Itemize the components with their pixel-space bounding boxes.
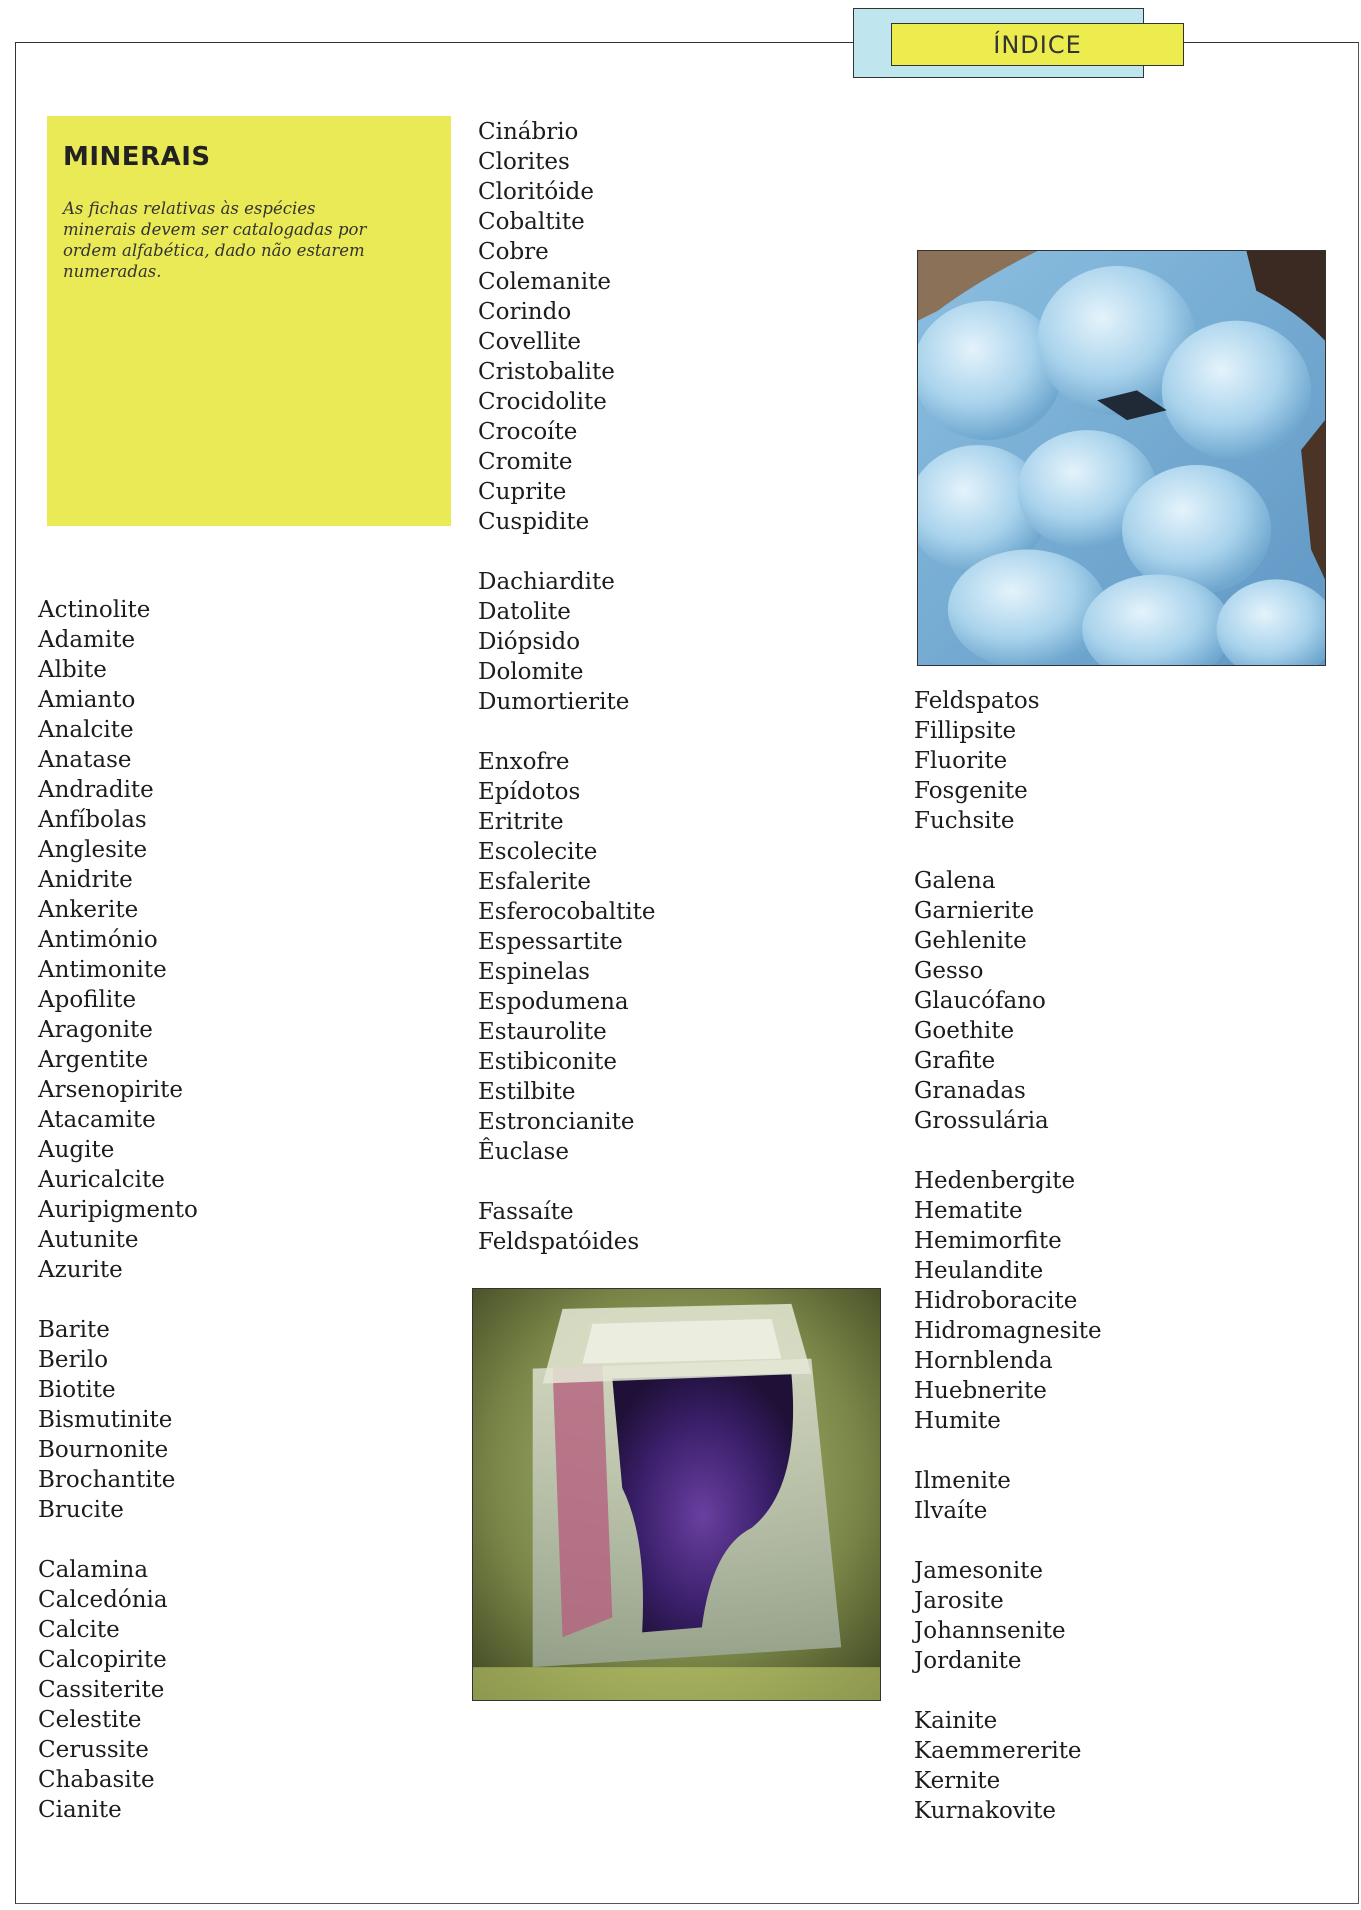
section-title: MINERAIS bbox=[63, 142, 211, 172]
index-entry: Fassaíte bbox=[478, 1199, 574, 1225]
index-entry: Celestite bbox=[38, 1707, 142, 1733]
index-entry: Ilmenite bbox=[914, 1468, 1011, 1494]
index-entry: Gesso bbox=[914, 958, 984, 984]
index-entry: Chabasite bbox=[38, 1767, 155, 1793]
index-entry: Cassiterite bbox=[38, 1677, 165, 1703]
index-entry: Esfalerite bbox=[478, 869, 591, 895]
group-spacer bbox=[914, 1136, 1102, 1166]
index-entry: Esferocobaltite bbox=[478, 899, 656, 925]
blue-mineral-photo bbox=[917, 250, 1326, 666]
index-entry: Azurite bbox=[38, 1257, 123, 1283]
index-entry: Antimónio bbox=[38, 927, 158, 953]
index-entry: Jamesonite bbox=[914, 1558, 1044, 1584]
index-entry: Atacamite bbox=[38, 1107, 156, 1133]
index-entry: Crocoíte bbox=[478, 419, 578, 445]
index-entry: Huebnerite bbox=[914, 1378, 1047, 1404]
index-entry: Cuspidite bbox=[478, 509, 590, 535]
index-entry: Fillipsite bbox=[914, 718, 1017, 744]
index-entry: Apofilite bbox=[38, 987, 137, 1013]
index-entry: Calamina bbox=[38, 1557, 149, 1583]
index-entry: Estibiconite bbox=[478, 1049, 618, 1075]
index-entry: Hedenbergite bbox=[914, 1168, 1076, 1194]
index-entry: Antimonite bbox=[38, 957, 167, 983]
index-entry: Espodumena bbox=[478, 989, 629, 1015]
group-spacer bbox=[914, 836, 1102, 866]
index-entry: Kaemmererite bbox=[914, 1738, 1082, 1764]
index-entry: Johannsenite bbox=[914, 1618, 1066, 1644]
index-entry: Epídotos bbox=[478, 779, 581, 805]
index-entry: Calcite bbox=[38, 1617, 120, 1643]
index-entry: Cobaltite bbox=[478, 209, 585, 235]
index-entry: Brochantite bbox=[38, 1467, 176, 1493]
index-entry: Fuchsite bbox=[914, 808, 1015, 834]
index-entry: Enxofre bbox=[478, 749, 570, 775]
index-entry: Anidrite bbox=[38, 867, 133, 893]
index-entry: Aragonite bbox=[38, 1017, 153, 1043]
group-spacer bbox=[914, 1676, 1102, 1706]
index-entry: Heulandite bbox=[914, 1258, 1044, 1284]
index-entry: Kurnakovite bbox=[914, 1798, 1056, 1824]
index-entry: Goethite bbox=[914, 1018, 1015, 1044]
index-entry: Êuclase bbox=[478, 1139, 569, 1165]
group-spacer bbox=[38, 1525, 198, 1555]
group-spacer bbox=[478, 717, 656, 747]
index-entry: Cobre bbox=[478, 239, 549, 265]
index-entry: Calcedónia bbox=[38, 1587, 168, 1613]
index-entry: Espessartite bbox=[478, 929, 623, 955]
index-entry: Estroncianite bbox=[478, 1109, 635, 1135]
fluorite-crystal-photo bbox=[472, 1288, 881, 1701]
group-spacer bbox=[914, 1526, 1102, 1556]
index-entry: Hemimorfite bbox=[914, 1228, 1062, 1254]
index-entry: Estaurolite bbox=[478, 1019, 607, 1045]
group-spacer bbox=[38, 1285, 198, 1315]
index-entry: Ilvaíte bbox=[914, 1498, 988, 1524]
index-entry: Fluorite bbox=[914, 748, 1008, 774]
index-entry: Anglesite bbox=[38, 837, 148, 863]
index-entry: Galena bbox=[914, 868, 996, 894]
index-entry: Glaucófano bbox=[914, 988, 1046, 1014]
index-entry: Augite bbox=[38, 1137, 115, 1163]
index-entry: Jarosite bbox=[914, 1588, 1004, 1614]
index-entry: Calcopirite bbox=[38, 1647, 167, 1673]
index-entry: Kernite bbox=[914, 1768, 1001, 1794]
index-entry: Bournonite bbox=[38, 1437, 169, 1463]
index-entry: Garnierite bbox=[914, 898, 1035, 924]
index-entry: Cloritóide bbox=[478, 179, 594, 205]
index-entry: Amianto bbox=[38, 687, 136, 713]
index-entry: Cuprite bbox=[478, 479, 567, 505]
index-entry: Cianite bbox=[38, 1797, 122, 1823]
index-entry: Fosgenite bbox=[914, 778, 1028, 804]
index-entry: Kainite bbox=[914, 1708, 998, 1734]
index-entry: Gehlenite bbox=[914, 928, 1027, 954]
index-entry: Hematite bbox=[914, 1198, 1023, 1224]
index-entry: Estilbite bbox=[478, 1079, 576, 1105]
index-entry: Brucite bbox=[38, 1497, 124, 1523]
index-entry: Dachiardite bbox=[478, 569, 615, 595]
index-entry: Actinolite bbox=[38, 597, 151, 623]
index-entry: Granadas bbox=[914, 1078, 1026, 1104]
index-entry: Barite bbox=[38, 1317, 110, 1343]
index-entry: Biotite bbox=[38, 1377, 116, 1403]
index-entry: Espinelas bbox=[478, 959, 590, 985]
index-entry: Grafite bbox=[914, 1048, 996, 1074]
index-entry: Berilo bbox=[38, 1347, 109, 1373]
index-entry: Adamite bbox=[38, 627, 136, 653]
index-entry: Anfíbolas bbox=[38, 807, 147, 833]
section-note: As fichas relativas às espécies minerais devem ser catalogadas por ordem alfabética, dado não estarem numeradas. bbox=[63, 199, 367, 281]
group-spacer bbox=[478, 537, 656, 567]
index-entry: Feldspatóides bbox=[478, 1229, 640, 1255]
index-entry: Diópsido bbox=[478, 629, 581, 655]
index-tab bbox=[891, 23, 1184, 66]
index-entry: Covellite bbox=[478, 329, 581, 355]
index-entry: Corindo bbox=[478, 299, 572, 325]
group-spacer bbox=[478, 1167, 656, 1197]
index-entry: Colemanite bbox=[478, 269, 611, 295]
index-tab-label: ÍNDICE bbox=[993, 30, 1082, 59]
index-entry: Dolomite bbox=[478, 659, 584, 685]
index-column-1 bbox=[38, 595, 198, 1825]
index-entry: Hornblenda bbox=[914, 1348, 1053, 1374]
index-entry: Analcite bbox=[38, 717, 134, 743]
index-entry: Autunite bbox=[38, 1227, 139, 1253]
index-entry: Arsenopirite bbox=[38, 1077, 183, 1103]
index-entry: Clorites bbox=[478, 149, 570, 175]
index-entry: Cristobalite bbox=[478, 359, 615, 385]
index-entry: Cromite bbox=[478, 449, 573, 475]
minerals-intro-box bbox=[47, 116, 451, 526]
index-entry: Cinábrio bbox=[478, 119, 579, 145]
group-spacer bbox=[914, 1436, 1102, 1466]
index-entry: Dumortierite bbox=[478, 689, 630, 715]
index-entry: Datolite bbox=[478, 599, 571, 625]
index-entry: Argentite bbox=[38, 1047, 149, 1073]
index-entry: Auricalcite bbox=[38, 1167, 165, 1193]
index-entry: Cerussite bbox=[38, 1737, 149, 1763]
index-entry: Escolecite bbox=[478, 839, 598, 865]
index-entry: Albite bbox=[38, 657, 107, 683]
index-entry: Andradite bbox=[38, 777, 154, 803]
index-column-3 bbox=[914, 686, 1102, 1826]
index-entry: Anatase bbox=[38, 747, 132, 773]
index-entry: Bismutinite bbox=[38, 1407, 173, 1433]
index-entry: Hidroboracite bbox=[914, 1288, 1078, 1314]
index-entry: Eritrite bbox=[478, 809, 564, 835]
index-entry: Grossulária bbox=[914, 1108, 1049, 1134]
index-entry: Feldspatos bbox=[914, 688, 1040, 714]
index-entry: Ankerite bbox=[38, 897, 139, 923]
index-entry: Auripigmento bbox=[38, 1197, 198, 1223]
index-entry: Crocidolite bbox=[478, 389, 607, 415]
index-entry: Humite bbox=[914, 1408, 1001, 1434]
index-entry: Hidromagnesite bbox=[914, 1318, 1102, 1344]
index-entry: Jordanite bbox=[914, 1648, 1022, 1674]
index-column-2 bbox=[478, 117, 656, 1257]
